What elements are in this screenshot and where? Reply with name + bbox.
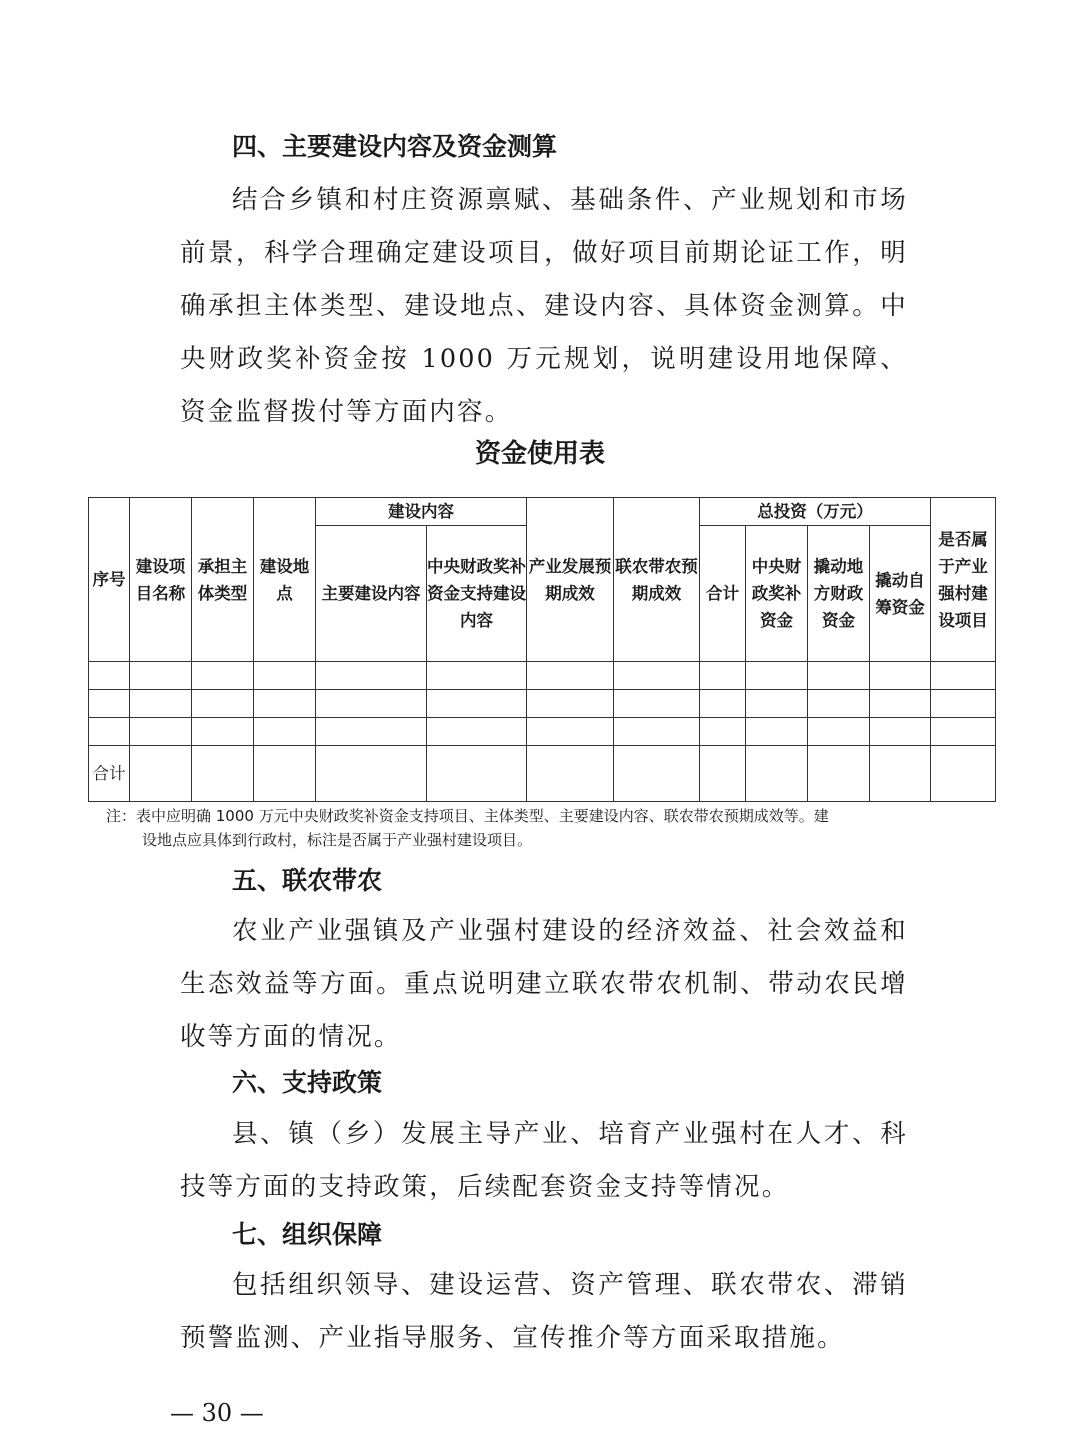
total-row <box>89 746 996 802</box>
table-cell <box>527 690 614 718</box>
table-cell <box>254 718 316 746</box>
table-cell <box>427 746 527 802</box>
table-cell <box>254 662 316 690</box>
section-5-heading: 五、联农带农 <box>232 866 383 895</box>
table-cell <box>89 690 130 718</box>
table-cell <box>870 690 931 718</box>
table-cell <box>808 662 870 690</box>
header-project-name: 建设项目名称 <box>130 498 192 662</box>
header-content-group: 建设内容 <box>316 498 527 526</box>
header-location: 建设地点 <box>254 498 316 662</box>
table-cell <box>316 718 427 746</box>
section-7-paragraph: 包括组织领导、建设运营、资产管理、联农带农、滞销预警监测、产业指导服务、宣传推介等方面采取措施。 <box>180 1270 908 1353</box>
table-cell <box>700 746 746 802</box>
table-row <box>89 718 996 746</box>
table-row <box>89 690 996 718</box>
table-cell <box>89 662 130 690</box>
table-cell <box>931 662 996 690</box>
table-cell <box>254 746 316 802</box>
section-6-paragraph: 县、镇（乡）发展主导产业、培育产业强村在人才、科技等方面的支持政策，后续配套资金支持等情况。 <box>180 1119 908 1202</box>
section-5-paragraph: 农业产业强镇及产业强村建设的经济效益、社会效益和生态效益等方面。重点说明建立联农带农机制、带动农民增收等方面的情况。 <box>180 916 908 1052</box>
header-industry-outcome: 产业发展预期成效 <box>527 498 614 662</box>
table-cell <box>527 718 614 746</box>
table-cell <box>427 718 527 746</box>
table-cell <box>427 662 527 690</box>
table-cell <box>808 718 870 746</box>
table-cell <box>700 718 746 746</box>
header-strong-village: 是否属于产业强村建设项目 <box>931 498 996 662</box>
table-cell <box>614 718 700 746</box>
table-cell <box>870 718 931 746</box>
table-cell <box>931 690 996 718</box>
table-note-line-1: 注：表中应明确 1000 万元中央财政奖补资金支持项目、主体类型、主要建设内容、联农带农预期成效等。建 <box>106 807 829 825</box>
table-note <box>106 804 986 852</box>
table-cell <box>931 718 996 746</box>
table-cell <box>614 746 700 802</box>
table-cell <box>870 662 931 690</box>
table-cell <box>130 662 192 690</box>
header-self-fund: 撬动自筹资金 <box>870 526 931 662</box>
table-title: 资金使用表 <box>474 439 605 469</box>
table-cell <box>746 718 808 746</box>
table-cell <box>614 662 700 690</box>
table-cell <box>870 746 931 802</box>
table-cell <box>254 690 316 718</box>
table-cell <box>527 746 614 802</box>
table-cell <box>746 662 808 690</box>
table-cell <box>192 690 254 718</box>
header-local-fund: 撬动地方财政资金 <box>808 526 870 662</box>
header-central-support: 中央财政奖补资金支持建设内容 <box>427 526 527 662</box>
header-central-fund: 中央财政奖补资金 <box>746 526 808 662</box>
section-6-heading: 六、支持政策 <box>232 1068 383 1097</box>
table-cell <box>746 746 808 802</box>
table-cell <box>192 718 254 746</box>
table-row <box>89 662 996 690</box>
section-4-heading: 四、主要建设内容及资金测算 <box>232 132 558 161</box>
table-cell <box>130 746 192 802</box>
table-cell <box>89 718 130 746</box>
table-cell <box>316 662 427 690</box>
table-cell <box>700 690 746 718</box>
total-row-label: 合计 <box>89 746 130 802</box>
header-main-content: 主要建设内容 <box>316 526 427 662</box>
table-cell <box>808 746 870 802</box>
table-cell <box>527 662 614 690</box>
fund-usage-table <box>88 497 996 802</box>
table-cell <box>316 746 427 802</box>
table-cell <box>427 690 527 718</box>
header-entity-type: 承担主体类型 <box>192 498 254 662</box>
table-note-line-2: 设地点应具体到行政村，标注是否属于产业强村建设项目。 <box>142 831 533 849</box>
header-farmer-outcome: 联农带农预期成效 <box>614 498 700 662</box>
header-total: 合计 <box>700 526 746 662</box>
table-cell <box>130 690 192 718</box>
section-7-heading: 七、组织保障 <box>232 1220 383 1249</box>
table-cell <box>192 662 254 690</box>
page-number: — 30 — <box>170 1399 264 1427</box>
section-4-paragraph: 结合乡镇和村庄资源禀赋、基础条件、产业规划和市场前景，科学合理确定建设项目，做好项目前期论证工作，明确承担主体类型、建设地点、建设内容、具体资金测算。中央财政奖补资金按 1000 万元规划，说明建设用地保障、资金监督拨付等方面内容。 <box>180 185 908 427</box>
table-cell <box>808 690 870 718</box>
table-cell <box>746 690 808 718</box>
header-seq: 序号 <box>89 498 130 662</box>
table-cell <box>316 690 427 718</box>
table-cell <box>614 690 700 718</box>
table-cell <box>931 746 996 802</box>
table-cell <box>192 746 254 802</box>
table-cell <box>700 662 746 690</box>
header-investment-group: 总投资（万元） <box>700 498 931 526</box>
table-cell <box>130 718 192 746</box>
